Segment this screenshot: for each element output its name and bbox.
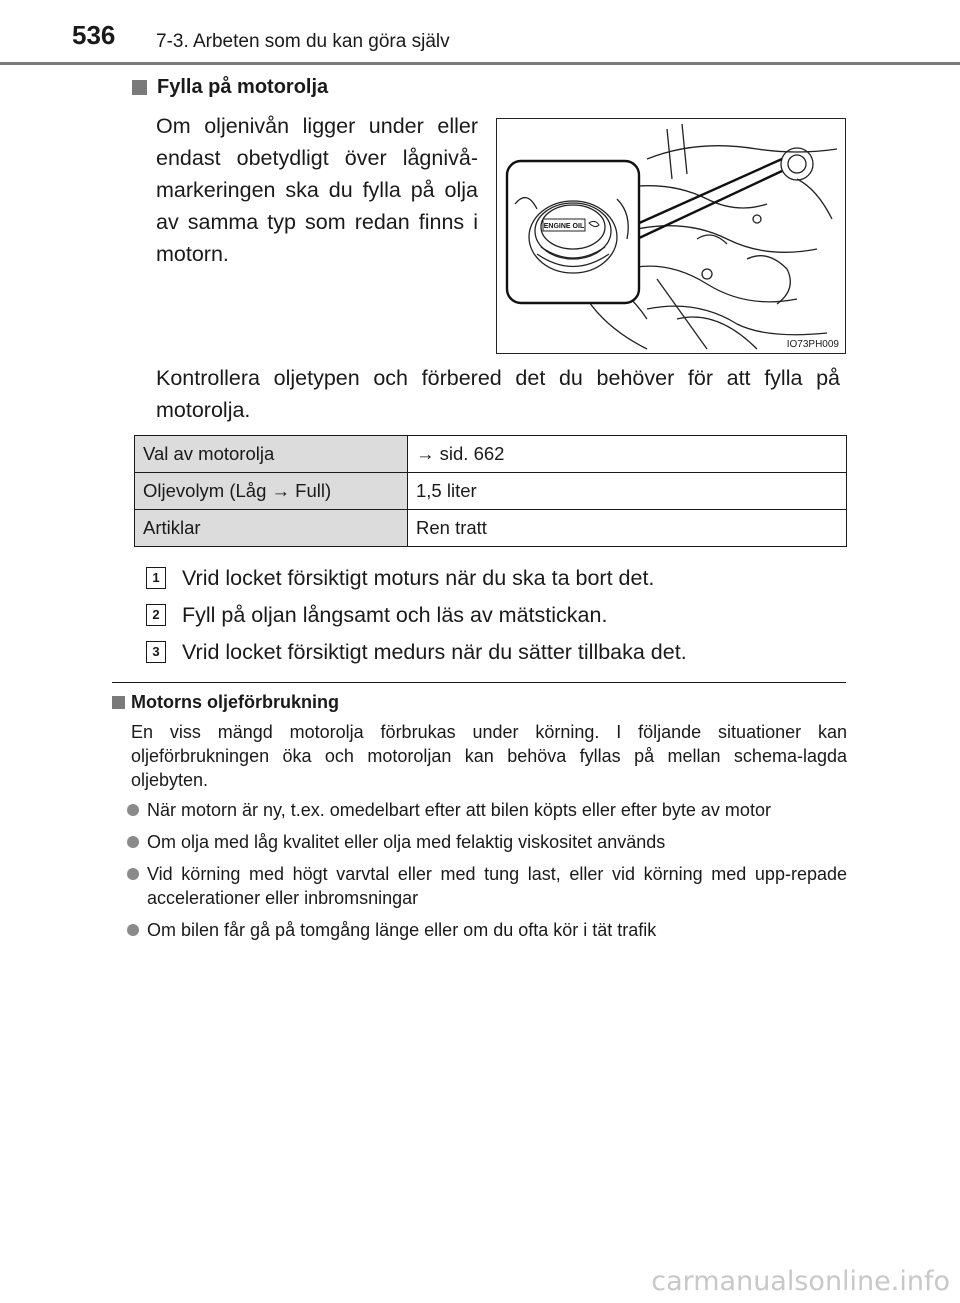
list-item-text: Om olja med låg kvalitet eller olja med felaktig viskositet används	[147, 832, 666, 852]
step-number: 3	[146, 641, 166, 663]
list-item	[113, 798, 847, 822]
step-list	[146, 560, 687, 671]
bullet-list	[113, 798, 847, 950]
check-paragraph: Kontrollera oljetypen och förbered det du behöver för att fylla på motorolja.	[156, 366, 840, 422]
table-row	[135, 510, 847, 547]
list-item-text: Vid körning med högt varvtal eller med tung last, eller vid körning med upp-repade accelerationer eller inbromsningar	[147, 864, 847, 908]
section-heading	[132, 76, 328, 99]
table-row	[135, 436, 847, 473]
step-item	[146, 597, 687, 633]
watermark: carmanualsonline.info	[651, 1266, 950, 1297]
section-divider	[112, 682, 846, 683]
round-bullet-icon	[127, 836, 139, 848]
section-heading-text: Fylla på motorolja	[157, 76, 329, 98]
engine-oil-cap-illustration	[496, 118, 846, 354]
list-item	[113, 830, 847, 854]
table-value: Ren tratt	[408, 510, 847, 547]
note-heading-text: Motorns oljeförbrukning	[131, 692, 339, 712]
figure-code: IO73PH009	[786, 339, 839, 350]
list-item	[113, 862, 847, 910]
step-text: Vrid locket försiktigt moturs när du ska ta bort det.	[182, 565, 655, 590]
table-value: 1,5 liter	[408, 473, 847, 510]
step-text: Fyll på oljan långsamt och läs av mätstickan.	[182, 602, 608, 627]
table-row	[135, 473, 847, 510]
square-bullet-icon	[112, 696, 125, 709]
square-bullet-icon	[132, 80, 147, 95]
table-label: Oljevolym (Låg → Full)	[135, 473, 408, 510]
step-item	[146, 560, 687, 596]
note-paragraph: En viss mängd motorolja förbrukas under körning. I följande situationer kan oljeförbrukningen öka och motoroljan kan behöva fyllas på mellan schema-lagda oljebyten.	[131, 722, 847, 790]
header-divider	[0, 62, 960, 65]
page-header	[0, 0, 960, 60]
round-bullet-icon	[127, 924, 139, 936]
list-item-text: När motorn är ny, t.ex. omedelbart efter att bilen köpts eller efter byte av motor	[147, 800, 771, 820]
list-item	[113, 918, 847, 942]
intro-paragraph: Om oljenivån ligger under eller endast obetydligt över lågnivå-markeringen ska du fylla på olja av samma typ som redan finns i motorn.	[156, 114, 478, 266]
table-label: Val av motorolja	[135, 436, 408, 473]
table-label: Artiklar	[135, 510, 408, 547]
note-heading	[112, 692, 339, 713]
chapter-title: 7-3. Arbeten som du kan göra själv	[156, 31, 450, 52]
list-item-text: Om bilen får gå på tomgång länge eller om du ofta kör i tät trafik	[147, 920, 657, 940]
step-number: 2	[146, 604, 166, 626]
table-value: → sid. 662	[408, 436, 847, 473]
step-text: Vrid locket försiktigt medurs när du sätter tillbaka det.	[182, 639, 687, 664]
cap-label: ENGINE OIL	[543, 223, 585, 230]
page-number: 536	[72, 20, 116, 50]
round-bullet-icon	[127, 868, 139, 880]
round-bullet-icon	[127, 804, 139, 816]
engine-bay-drawing	[497, 119, 846, 354]
oil-spec-table	[134, 435, 847, 547]
step-item	[146, 634, 687, 670]
step-number: 1	[146, 567, 166, 589]
